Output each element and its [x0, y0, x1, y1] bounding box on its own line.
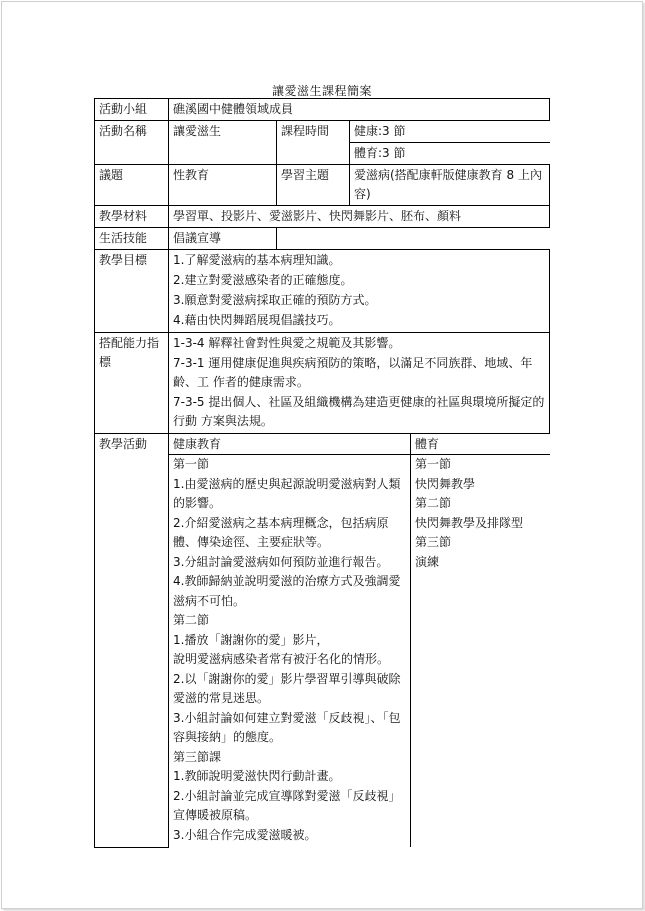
value-indicators [169, 333, 550, 434]
health-line: 2.小組討論並完成宣導隊對愛滋「反歧視」宣傳暖被原稿。 [173, 788, 401, 822]
label-theme: 學習主題 [277, 165, 350, 206]
row-objectives [95, 250, 550, 333]
value-activities [169, 434, 550, 848]
label-objectives: 教學目標 [95, 250, 169, 333]
time-health: 健康:3 節 [354, 124, 406, 138]
health-line: 說明愛滋病感染者常有被汙名化的情形。 [173, 652, 390, 666]
label-topic: 議題 [95, 165, 169, 206]
value-skills: 倡議宣導 [169, 228, 277, 250]
health-line: 2.介紹愛滋病之基本病理概念，包括病原體、傳染途徑、主要症狀等。 [173, 515, 389, 549]
health-line: 2.以「謝謝你的愛」影片學習單引導與破除愛滋的常見迷思。 [173, 671, 401, 705]
health-line: 第一節 [173, 457, 210, 471]
health-column [169, 434, 411, 847]
objective-item: 2.建立對愛滋感染者的正確態度。 [173, 273, 353, 287]
objective-item: 4.藉由快閃舞蹈展現倡議技巧。 [173, 313, 341, 327]
row-activities [95, 434, 550, 848]
label-indicators: 搭配能力指標 [95, 333, 169, 434]
pe-line: 快閃舞教學 [415, 476, 476, 491]
time-pe: 體育:3 節 [350, 143, 550, 165]
label-name: 活動名稱 [95, 121, 169, 165]
indicator-item: 7-3-5 提出個人、社區及組織機構為建造更健康的社區與環境所擬定的行動 方案與法規。 [173, 395, 545, 428]
document-page [1, 1, 643, 909]
row-topic-theme [95, 165, 550, 206]
pe-line: 第三節 [415, 535, 452, 549]
row-materials [95, 206, 550, 228]
health-line: 3.分組討論愛滋病如何預防並進行報告。 [173, 554, 389, 569]
pe-column [411, 434, 550, 847]
objective-item: 1.了解愛滋病的基本病理知識。 [173, 253, 341, 267]
health-line: 第三節課 [173, 749, 222, 764]
pe-line: 第二節 [415, 496, 452, 510]
health-line: 第二節 [173, 613, 210, 627]
value-time [350, 121, 550, 165]
health-line: 3.小組合作完成愛滋暖被。 [173, 827, 317, 842]
indicator-item: 1-3-4 解釋社會對性與愛之規範及其影響。 [173, 336, 401, 350]
row-skills [95, 228, 550, 250]
label-skills: 生活技能 [95, 228, 169, 250]
document-title: 讓愛滋生課程簡案 [271, 84, 372, 98]
objective-item: 3.願意對愛滋病採取正確的預防方式。 [173, 293, 377, 307]
pe-line: 演練 [415, 554, 440, 569]
value-materials: 學習單、投影片、愛滋影片、快閃舞影片、胚布、顏料 [169, 206, 550, 228]
value-theme: 愛滋病(搭配康軒版健康教育 8 上內容) [350, 165, 550, 206]
health-line: 4.教師歸納並說明愛滋的治療方式及強調愛滋病不可怕。 [173, 574, 401, 608]
empty-cell [277, 228, 550, 250]
health-header: 健康教育 [169, 434, 410, 455]
label-group: 活動小組 [95, 99, 169, 121]
label-materials: 教學材料 [95, 206, 169, 228]
value-topic: 性教育 [169, 165, 277, 206]
value-objectives [169, 250, 550, 333]
label-time: 課程時間 [277, 121, 350, 165]
health-line: 1.教師說明愛滋快閃行動計畫。 [173, 769, 341, 783]
row-group [95, 99, 550, 121]
health-line: 1.由愛滋病的歷史與起源說明愛滋病對人類的影響。 [173, 476, 401, 510]
health-line: 1.播放「謝謝你的愛」影片， [173, 632, 329, 647]
row-indicators [95, 333, 550, 434]
label-activities: 教學活動 [95, 434, 169, 848]
indicator-item: 7-3-1 運用健康促進與疾病預防的策略，以滿足不同族群、地域、年齡、工 作者的健康需求。 [173, 356, 533, 389]
pe-line: 快閃舞教學及排隊型 [415, 515, 524, 530]
lesson-plan-table [94, 98, 550, 848]
pe-line: 第一節 [415, 457, 452, 471]
row-name-time [95, 121, 550, 165]
value-name: 讓愛滋生 [169, 121, 277, 165]
health-line: 3.小組討論如何建立對愛滋「反歧視」、「包容與接納」的態度。 [173, 710, 401, 744]
value-group: 礁溪國中健體領域成員 [169, 99, 550, 121]
pe-header: 體育 [411, 434, 550, 455]
